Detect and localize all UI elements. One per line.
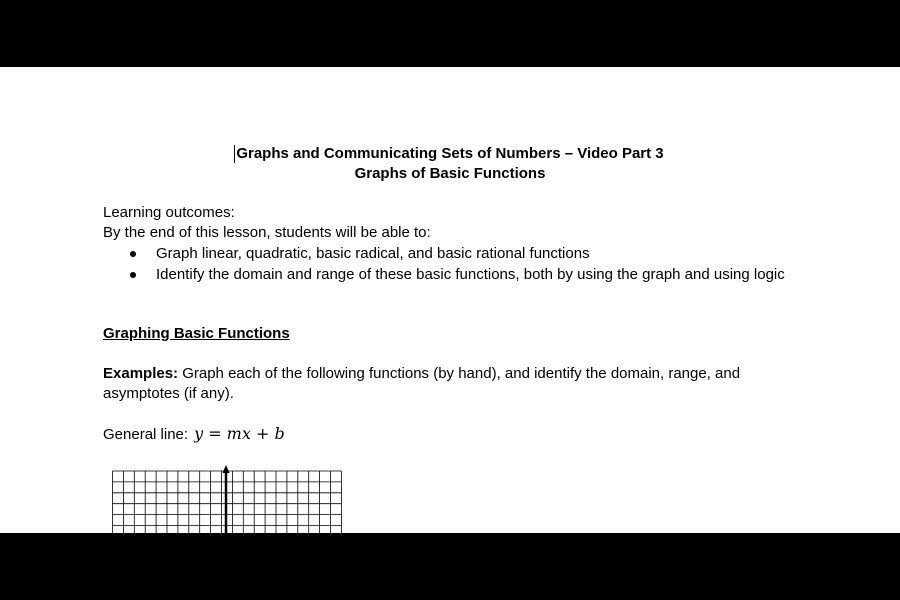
outcomes-list [103, 244, 785, 285]
examples-paragraph-line-1 [103, 364, 740, 384]
document-page [0, 67, 900, 533]
outcomes-heading: Learning outcomes: [103, 204, 235, 221]
list-item [103, 265, 785, 286]
coordinate-grid-svg [112, 465, 342, 533]
title-line-1: Graphs and Communicating Sets of Numbers – Video Part 3 [236, 145, 664, 162]
outcomes-intro: By the end of this lesson, students will be able to: [103, 224, 431, 241]
examples-text-line-2: asymptotes (if any). [103, 385, 234, 402]
coordinate-grid [112, 465, 342, 533]
y-axis-arrow-icon [223, 465, 230, 473]
title-line-2: Graphs of Basic Functions [354, 165, 546, 182]
general-line-label: General line: [103, 426, 189, 443]
general-line-row [103, 424, 285, 445]
text-cursor [234, 145, 235, 163]
title-line-1-wrap [236, 144, 663, 164]
document-title [0, 144, 900, 184]
outcome-text: Graph linear, quadratic, basic radical, and basic rational functions [156, 245, 590, 262]
bullet-icon [130, 251, 136, 257]
outcome-text: Identify the domain and range of these basic functions, both by using the graph and using logic [156, 265, 785, 283]
letterbox-top [0, 0, 900, 67]
examples-label: Examples: [103, 365, 179, 382]
list-item [103, 244, 785, 265]
section-heading: Graphing Basic Functions [103, 325, 290, 342]
examples-text-line-1: Graph each of the following functions (by hand), and identify the domain, range, and [178, 365, 741, 382]
letterbox-bottom [0, 533, 900, 600]
general-line-equation: y = mx + b [194, 424, 285, 443]
bullet-icon [130, 272, 136, 278]
